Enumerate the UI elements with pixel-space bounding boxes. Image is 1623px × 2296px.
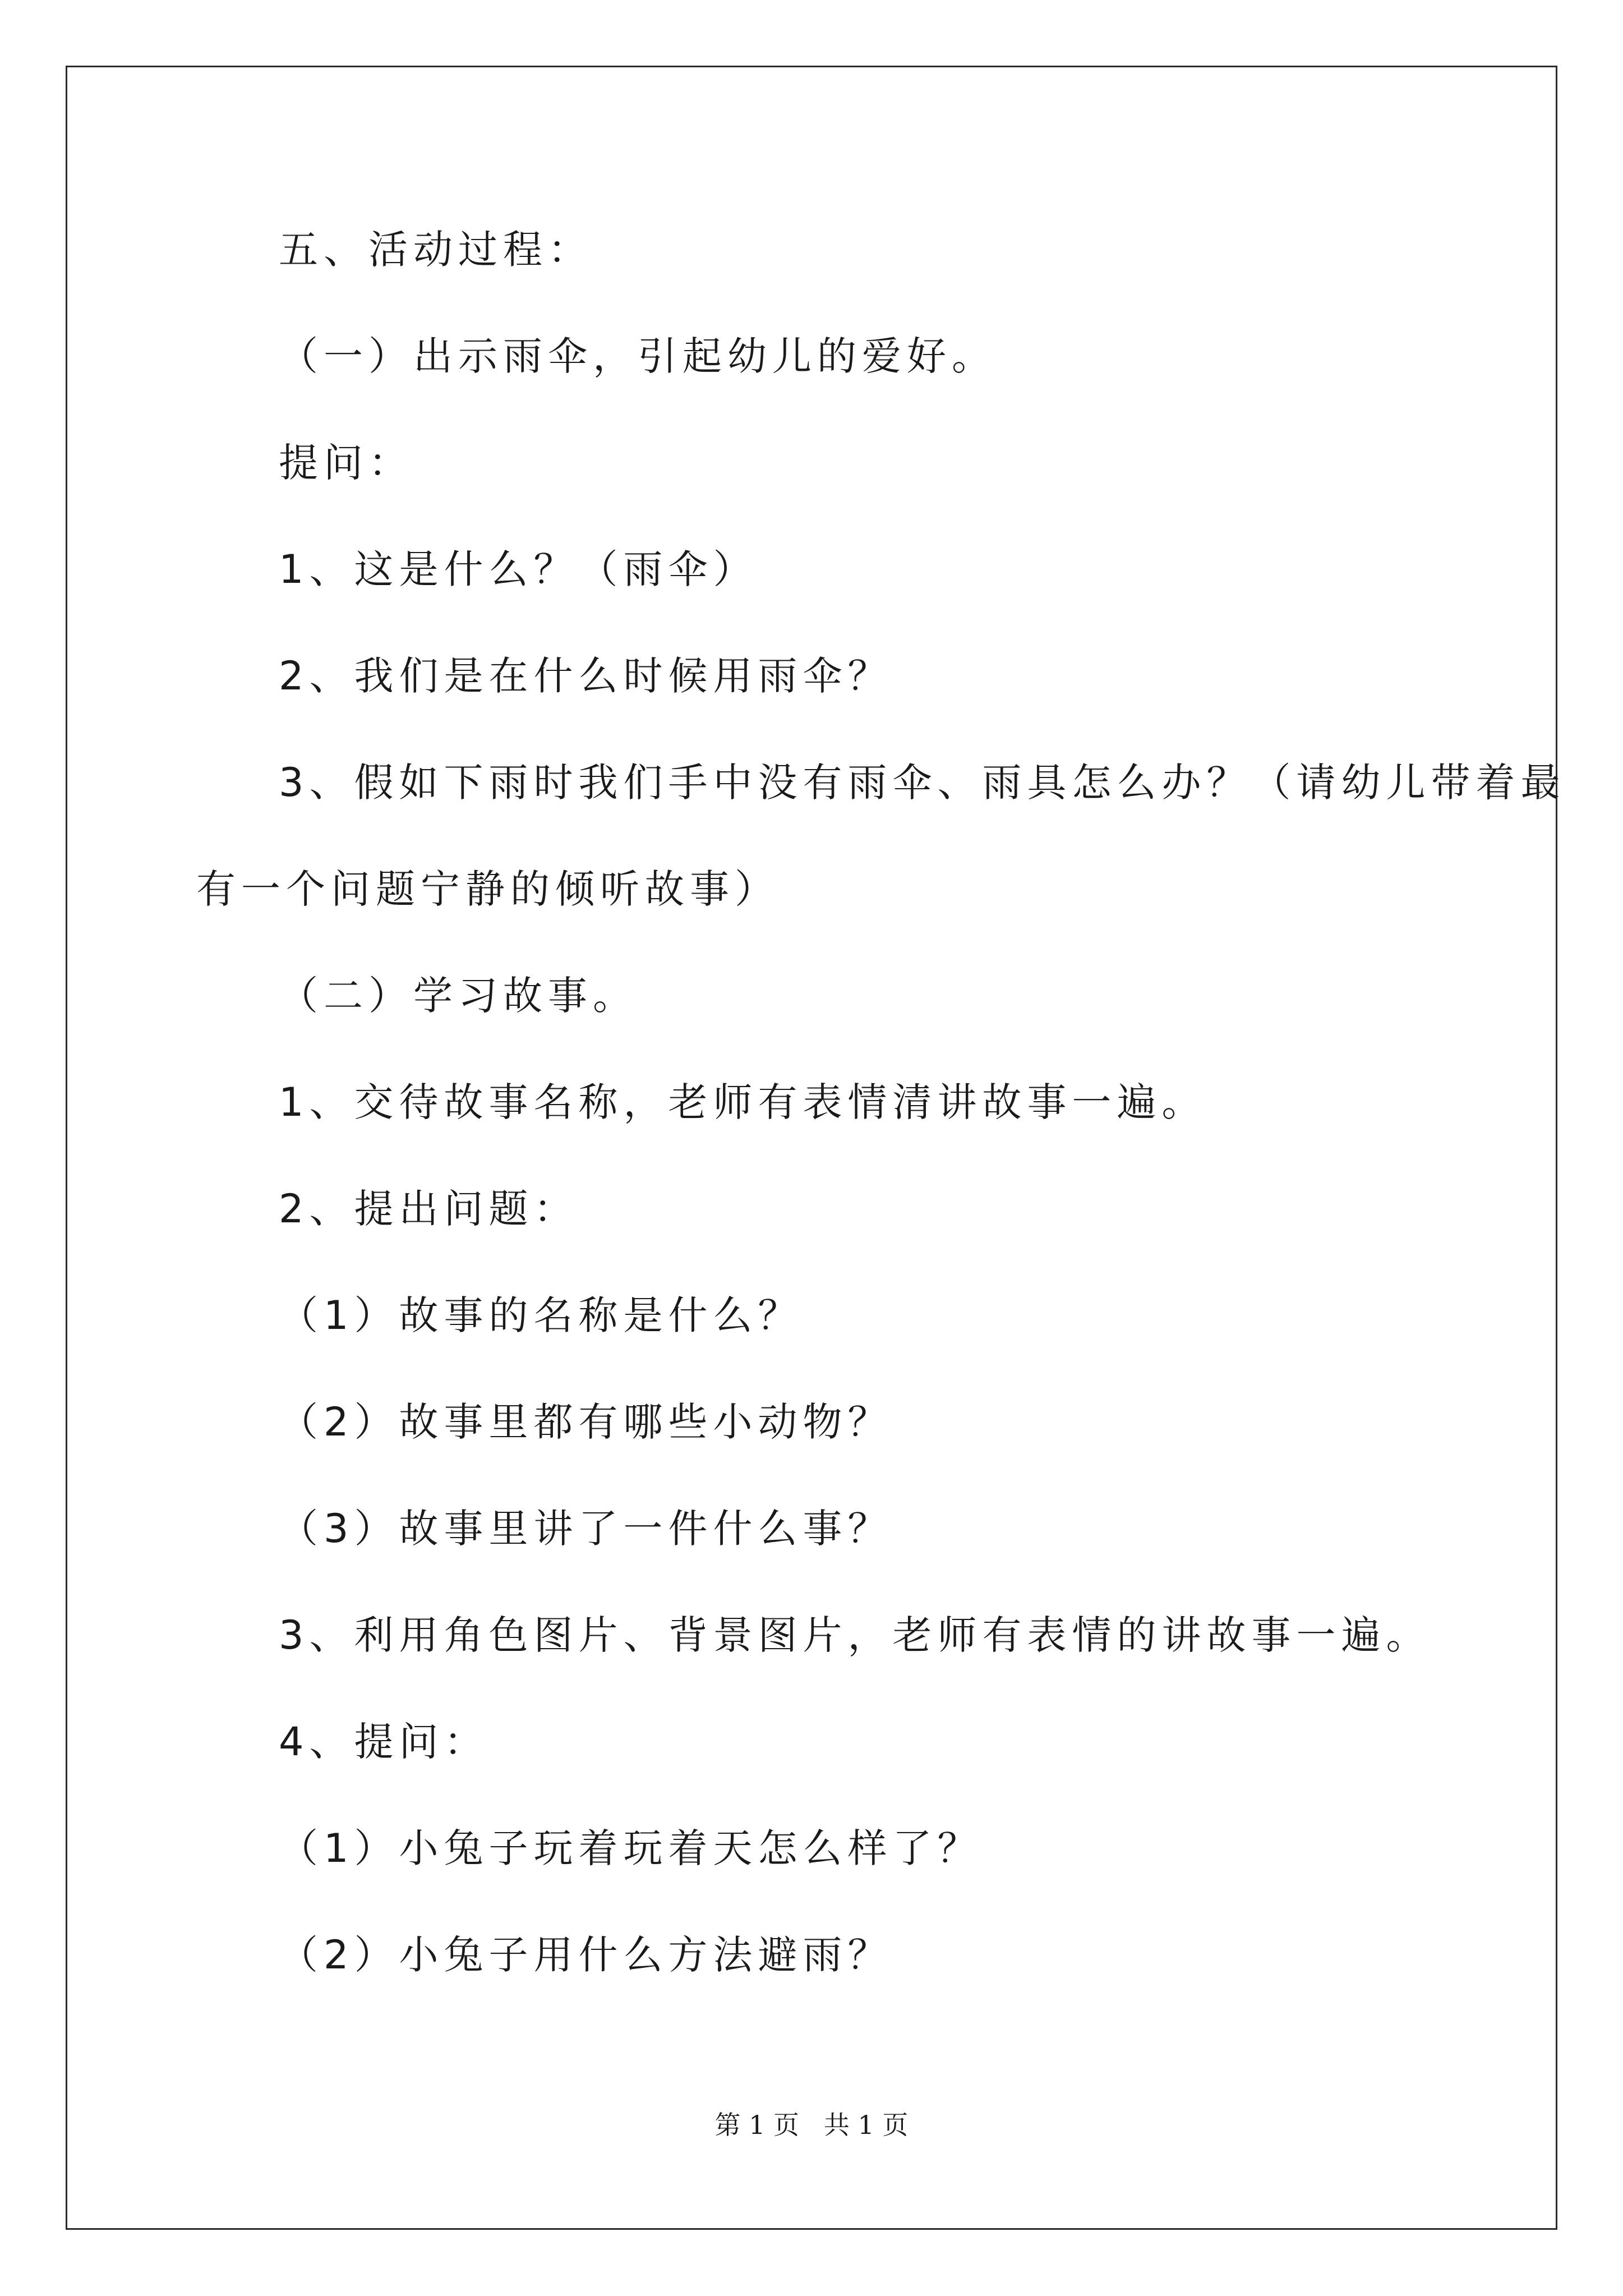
paragraph-line: （2）小兔子用什么方法避雨？ xyxy=(279,1932,893,1978)
paragraph-line: 有一个问题宁静的倾听故事） xyxy=(196,866,780,912)
paragraph-line: 2、提出问题： xyxy=(279,1186,579,1232)
paragraph-line: （1）故事的名称是什么？ xyxy=(279,1292,803,1338)
paragraph-line: （1）小兔子玩着玩着天怎么样了？ xyxy=(279,1825,983,1871)
page-footer: 第 1 页 共 1 页 xyxy=(714,2110,909,2140)
paragraph-line: 1、这是什么？（雨伞） xyxy=(279,546,758,592)
paragraph-line: 2、我们是在什么时候用雨伞？ xyxy=(279,653,893,699)
paragraph-line: 3、假如下雨时我们手中没有雨伞、雨具怎么办？（请幼儿带着最 xyxy=(279,760,1566,806)
paragraph-line: 提问： xyxy=(279,440,413,486)
subsection-heading: （一）出示雨伞，引起幼儿的爱好。 xyxy=(279,333,997,379)
page-frame xyxy=(66,66,1557,2230)
paragraph-line: （2）故事里都有哪些小动物？ xyxy=(279,1399,893,1445)
paragraph-line: 1、交待故事名称，老师有表情清讲故事一遍。 xyxy=(279,1079,1207,1125)
paragraph-line: （3）故事里讲了一件什么事？ xyxy=(279,1506,893,1552)
section-heading: 五、活动过程： xyxy=(279,227,593,273)
subsection-heading: （二）学习故事。 xyxy=(279,973,638,1019)
paragraph-line: 3、利用角色图片、背景图片，老师有表情的讲故事一遍。 xyxy=(279,1612,1431,1658)
paragraph-line: 4、提问： xyxy=(279,1719,489,1765)
